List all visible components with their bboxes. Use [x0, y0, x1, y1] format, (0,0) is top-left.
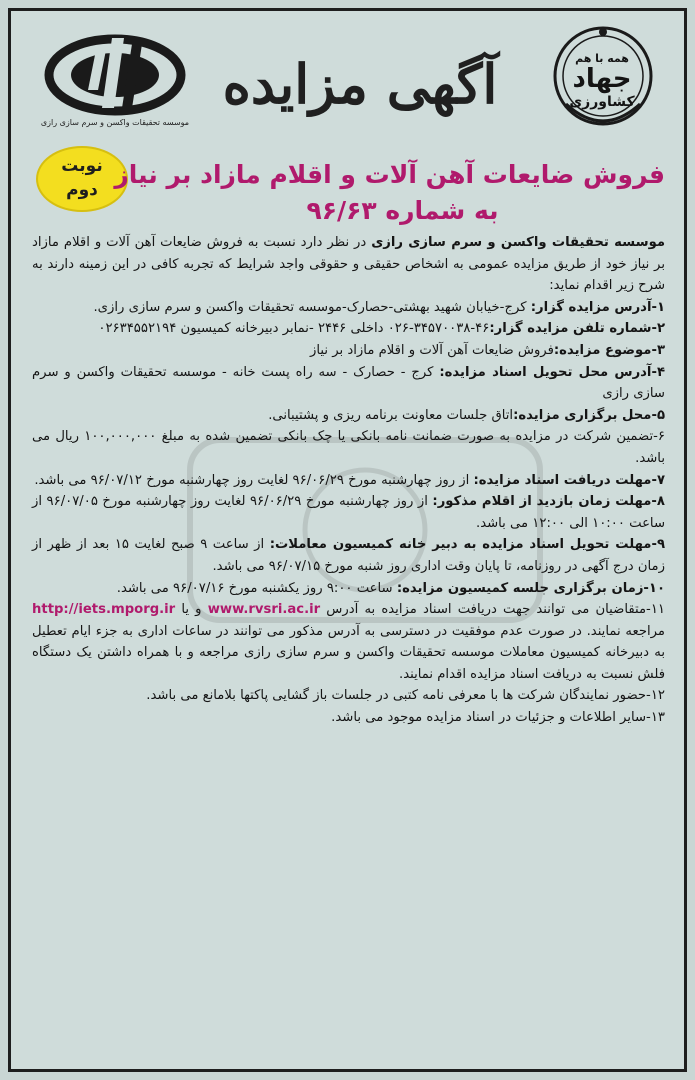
item-text: کرج - حصارک - سه راه پست خانه - موسسه تحقیقات واکسن و سرم سازی رازی: [32, 364, 665, 402]
item-text: از ساعت ۹ صبح لغایت ۱۵ بعد از ظهر از زمان درج آگهی در روزنامه، تا پایان وقت اداری روز شنبه مورخ ۹۶/۰۷/۱۵ می باشد.: [32, 537, 665, 574]
item-2: [32, 318, 665, 340]
intro-org: موسسه تحقیقات واکسن و سرم سازی رازی: [371, 235, 665, 250]
item-label: ۳-موضوع مزایده:: [553, 342, 665, 358]
item-label: ۴-آدرس محل تحویل اسناد مزایده:: [439, 364, 665, 380]
item-label: ۹-مهلت تحویل اسناد مزایده به دبیر خانه کمیسیون معاملات:: [269, 537, 666, 553]
subtitle-line-2: به شماره ۹۶/۶۳: [306, 196, 499, 225]
item-4: [32, 362, 665, 405]
seal-top-text: همه با هم: [575, 52, 629, 65]
badge-line-1: نوبت: [61, 156, 103, 176]
item-13: ۱۳-سایر اطلاعات و جزئیات در اسناد مزایده موجود می باشد.: [331, 710, 665, 726]
item-text: از روز چهارشنبه مورخ ۹۶/۰۶/۲۹ لغایت روز چهارشنبه مورخ ۹۶/۰۷/۰۵ از ساعت ۱۰:۰۰ الی ۱۲:۰۰ می باشد.: [32, 494, 665, 531]
intro-text: در نظر دارد نسبت به فروش ضایعات آهن آلات و اقلام مازاد بر نیاز خود از طریق مزایده عمومی به اشخاص حقیقی و حقوقی واجد شرایط که تجربه کافی در این زمینه دارند به شرح زیر اقدام نماید:: [32, 235, 665, 294]
item-label: ۱۰-زمان برگزاری جلسه کمیسیون مزایده:: [396, 580, 665, 596]
seal-bottom-text: کشاورزی: [569, 94, 635, 110]
website-link-rvsri[interactable]: www.rvsri.ac.ir: [207, 602, 321, 618]
item-text: از روز چهارشنبه مورخ ۹۶/۰۶/۲۹ لغایت روز چهارشنبه مورخ ۹۶/۰۷/۱۲ می باشد.: [34, 472, 474, 488]
intro-paragraph: [32, 232, 665, 297]
notice-body: [32, 232, 665, 729]
item-text: ۶-تضمین شرکت در مزایده به صورت ضمانت نامه بانکی یا چک بانکی تضمین شده به مبلغ ۱۰۰,۰۰۰,۰۰۰ ریال می باشد.: [32, 429, 666, 466]
item-text: مراجعه نمایند. در صورت عدم موفقیت در دسترسی به آدرس مذکور می توانند در ساعات اداری به جزء ایام تعطیل به دبیرخانه کمیسیون معاملات موسسه تحقیقات واکسن و سرم سازی رازی مراجعه و با همراه داشتن یک دستگاه فلش نسبت به دریافت اسناد مزایده اقدام نمایند.: [32, 623, 665, 682]
item-label: ۵-محل برگزاری مزایده:: [513, 407, 665, 423]
item-1: [32, 297, 665, 319]
item-11: [32, 599, 665, 685]
item-3: [32, 340, 665, 362]
subtitle-line-1: فروش ضایعات آهن آلات و اقلام مازاد بر نیاز: [114, 160, 665, 189]
item-9: [32, 534, 665, 577]
item-label: ۲-شماره تلفن مزایده گزار:: [489, 321, 665, 337]
website-link-iets[interactable]: http://iets.mporg.ir: [32, 602, 176, 618]
item-text: کرج-خیابان شهید بهشتی-حصارک-موسسه تحقیقات واکسن و سرم سازی رازی.: [93, 299, 531, 315]
logo-caption: موسسه تحقیقات واکسن و سرم سازی رازی: [40, 118, 190, 127]
item-label: ۷-مهلت دریافت اسناد مزایده:: [473, 472, 665, 488]
item-text: ساعت ۹:۰۰ روز یکشنبه مورخ ۹۶/۰۷/۱۶ می باشد.: [116, 580, 397, 596]
item-text: و یا: [175, 602, 208, 618]
item-label: ۱-آدرس مزایده گزار:: [530, 299, 665, 315]
item-5: [32, 405, 665, 427]
item-text: ۴۶-۳۴۵۷۰۰۳۸-۰۲۶ داخلی ۲۴۴۶ -نمابر دبیرخانه کمیسیون ۰۲۶۳۴۵۵۲۱۹۴: [98, 321, 490, 337]
item-text: اتاق جلسات معاونت برنامه ریزی و پشتیبانی.: [268, 407, 514, 423]
item-6: [32, 426, 665, 469]
item-text: فروش ضایعات آهن آلات و اقلام مازاد بر نیاز: [310, 342, 554, 358]
newspaper-stamp: [0, 510, 10, 790]
item-7: [32, 470, 665, 492]
item-text: ۱۱-متقاضیان می توانند جهت دریافت اسناد مزایده به آدرس: [320, 602, 665, 618]
item-label: ۸-مهلت زمان بازدید از اقلام مذکور:: [432, 494, 665, 510]
badge-line-2: دوم: [66, 180, 98, 200]
razi-institute-logo: [40, 30, 190, 130]
item-12: ۱۲-حضور نمایندگان شرکت ها با معرفی نامه کتبی در جلسات باز گشایی پاکتها بلامانع می باشد.: [146, 688, 665, 704]
page-title: آگهی مزایده: [222, 52, 498, 116]
item-10: [32, 578, 665, 600]
seal-main-text: جهاد: [572, 64, 632, 94]
item-8: [32, 491, 665, 534]
